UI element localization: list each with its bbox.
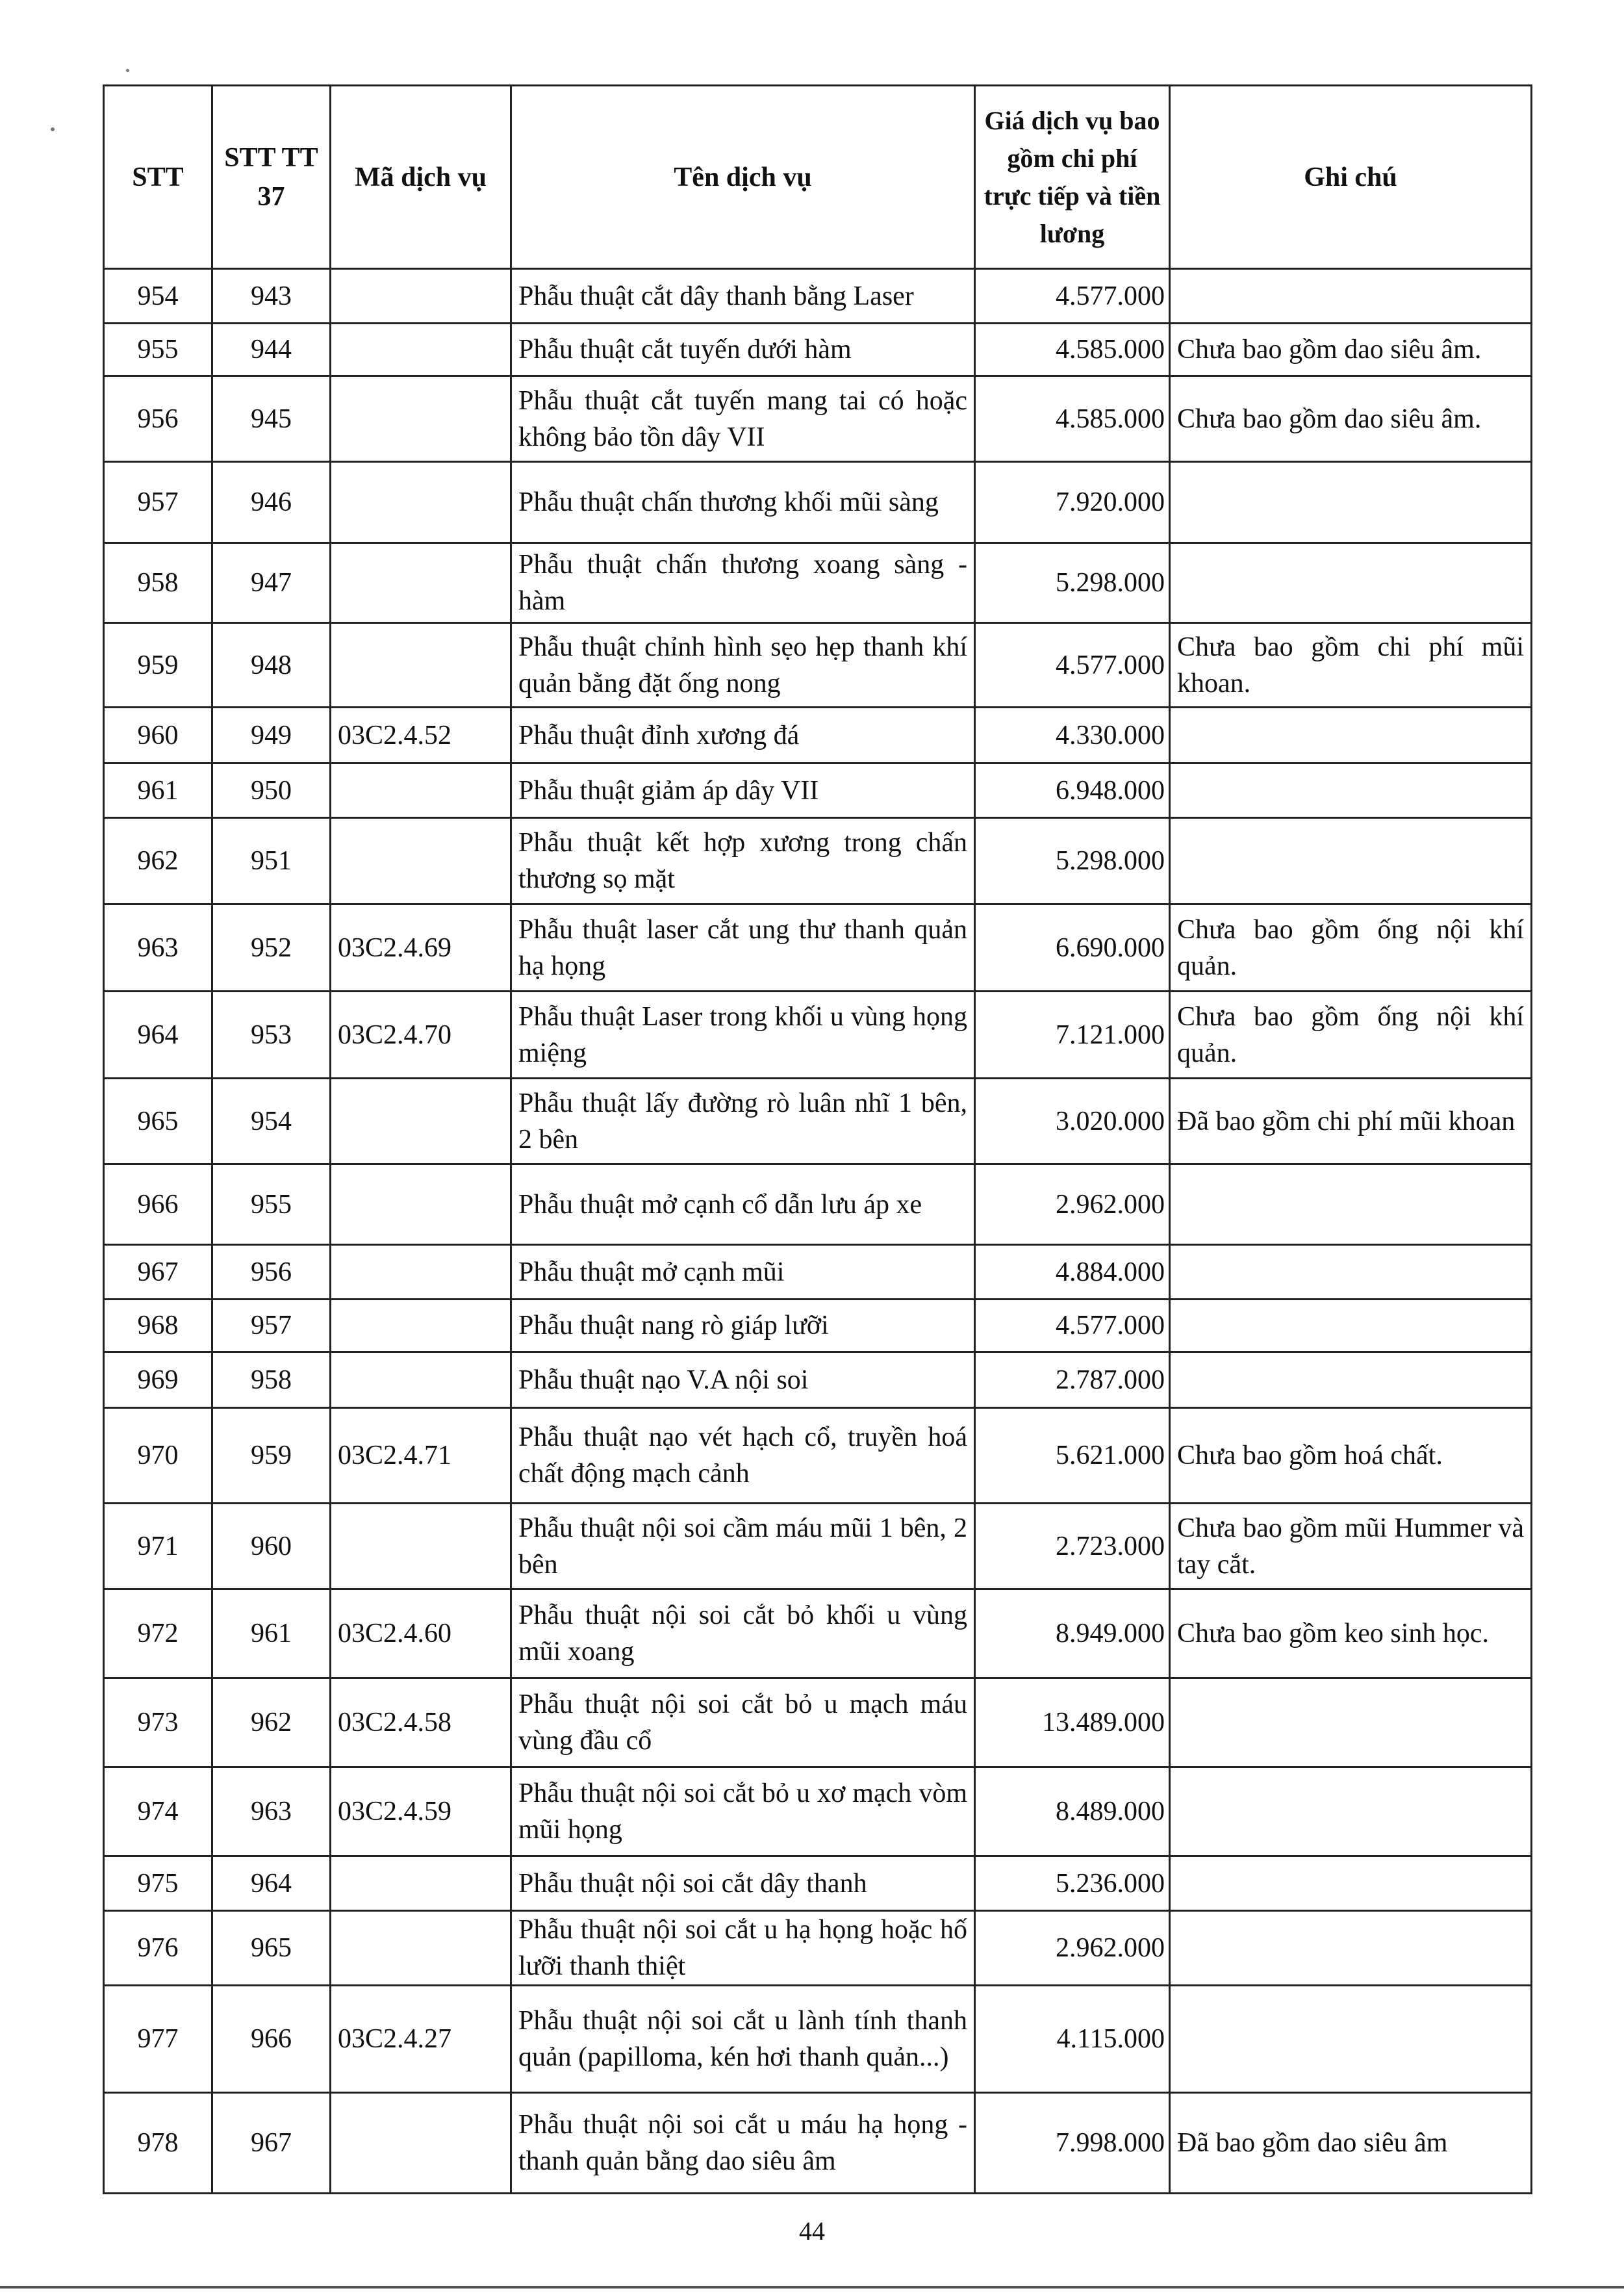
cell-gia: 3.020.000 (975, 1079, 1170, 1164)
header-stt: STT (104, 86, 212, 269)
cell-ma-dich-vu: 03C2.4.58 (331, 1678, 511, 1767)
cell-stt-tt37: 954 (212, 1079, 331, 1164)
table-row (104, 269, 1532, 324)
cell-stt: 966 (104, 1164, 212, 1245)
page-number: 44 (799, 2216, 825, 2246)
cell-stt-tt37: 947 (212, 543, 331, 623)
table-body (104, 269, 1532, 2194)
header-gia-dich-vu: Giá dịch vụ bao gồm chi phí trực tiếp và tiền lương (975, 86, 1170, 269)
table-row (104, 462, 1532, 543)
cell-ghi-chu (1170, 1352, 1532, 1408)
cell-ma-dich-vu: 03C2.4.59 (331, 1767, 511, 1856)
cell-stt: 959 (104, 623, 212, 708)
cell-gia: 8.949.000 (975, 1589, 1170, 1678)
table-row (104, 1504, 1532, 1589)
cell-gia: 5.298.000 (975, 818, 1170, 904)
cell-stt: 960 (104, 708, 212, 763)
cell-stt: 978 (104, 2093, 212, 2194)
cell-gia: 4.577.000 (975, 623, 1170, 708)
header-stt-tt37: STT TT 37 (212, 86, 331, 269)
cell-ma-dich-vu (331, 2093, 511, 2194)
cell-gia: 4.115.000 (975, 1986, 1170, 2093)
cell-ten-dich-vu: Phẫu thuật nội soi cắt dây thanh (511, 1856, 975, 1911)
cell-ghi-chu (1170, 708, 1532, 763)
scan-speck (51, 127, 55, 131)
cell-stt-tt37: 963 (212, 1767, 331, 1856)
table-row (104, 818, 1532, 904)
cell-ghi-chu: Chưa bao gồm chi phí mũi khoan. (1170, 623, 1532, 708)
cell-stt-tt37: 960 (212, 1504, 331, 1589)
cell-stt: 956 (104, 376, 212, 462)
table-row (104, 1767, 1532, 1856)
cell-gia: 5.621.000 (975, 1408, 1170, 1504)
cell-ma-dich-vu (331, 1504, 511, 1589)
cell-stt: 974 (104, 1767, 212, 1856)
cell-ma-dich-vu (331, 376, 511, 462)
cell-ten-dich-vu: Phẫu thuật nội soi cắt bỏ u mạch máu vùng đầu cổ (511, 1678, 975, 1767)
cell-stt-tt37: 966 (212, 1986, 331, 2093)
cell-gia: 13.489.000 (975, 1678, 1170, 1767)
cell-gia: 6.948.000 (975, 763, 1170, 818)
cell-stt-tt37: 952 (212, 904, 331, 992)
cell-ten-dich-vu: Phẫu thuật Laser trong khối u vùng họng miệng (511, 992, 975, 1079)
cell-ghi-chu: Chưa bao gồm hoá chất. (1170, 1408, 1532, 1504)
cell-ghi-chu: Chưa bao gồm ống nội khí quản. (1170, 992, 1532, 1079)
cell-stt-tt37: 948 (212, 623, 331, 708)
cell-stt-tt37: 943 (212, 269, 331, 324)
cell-stt: 964 (104, 992, 212, 1079)
cell-stt-tt37: 967 (212, 2093, 331, 2194)
cell-stt: 976 (104, 1911, 212, 1986)
cell-ten-dich-vu: Phẫu thuật giảm áp dây VII (511, 763, 975, 818)
cell-ma-dich-vu: 03C2.4.27 (331, 1986, 511, 2093)
table-header-row (104, 86, 1532, 269)
cell-ma-dich-vu (331, 1245, 511, 1300)
cell-ma-dich-vu (331, 1164, 511, 1245)
header-ma-dich-vu: Mã dịch vụ (331, 86, 511, 269)
cell-ten-dich-vu: Phẫu thuật chấn thương khối mũi sàng (511, 462, 975, 543)
cell-gia: 8.489.000 (975, 1767, 1170, 1856)
cell-ghi-chu: Đã bao gồm chi phí mũi khoan (1170, 1079, 1532, 1164)
cell-gia: 7.920.000 (975, 462, 1170, 543)
cell-ten-dich-vu: Phẫu thuật kết hợp xương trong chấn thương sọ mặt (511, 818, 975, 904)
bottom-scan-edge (0, 2286, 1624, 2289)
table-row (104, 1408, 1532, 1504)
cell-ten-dich-vu: Phẫu thuật nội soi cắt u hạ họng hoặc hố lưỡi thanh thiệt (511, 1911, 975, 1986)
cell-gia: 2.723.000 (975, 1504, 1170, 1589)
cell-stt: 962 (104, 818, 212, 904)
cell-ten-dich-vu: Phẫu thuật nội soi cắt bỏ u xơ mạch vòm mũi họng (511, 1767, 975, 1856)
cell-ten-dich-vu: Phẫu thuật cắt tuyến mang tai có hoặc không bảo tồn dây VII (511, 376, 975, 462)
cell-stt: 967 (104, 1245, 212, 1300)
cell-gia: 4.585.000 (975, 324, 1170, 376)
cell-ma-dich-vu: 03C2.4.52 (331, 708, 511, 763)
cell-ma-dich-vu (331, 1079, 511, 1164)
cell-ten-dich-vu: Phẫu thuật nội soi cắt u lành tính thanh quản (papilloma, kén hơi thanh quản...) (511, 1986, 975, 2093)
scan-speck (126, 69, 129, 72)
cell-gia: 5.236.000 (975, 1856, 1170, 1911)
cell-ma-dich-vu (331, 818, 511, 904)
cell-stt: 971 (104, 1504, 212, 1589)
cell-ghi-chu (1170, 1245, 1532, 1300)
cell-stt: 961 (104, 763, 212, 818)
cell-stt-tt37: 957 (212, 1300, 331, 1352)
table-row (104, 1856, 1532, 1911)
cell-ten-dich-vu: Phẫu thuật cắt tuyến dưới hàm (511, 324, 975, 376)
cell-stt-tt37: 962 (212, 1678, 331, 1767)
cell-stt: 972 (104, 1589, 212, 1678)
cell-gia: 2.787.000 (975, 1352, 1170, 1408)
table-row (104, 1911, 1532, 1986)
header-ten-dich-vu: Tên dịch vụ (511, 86, 975, 269)
cell-stt: 968 (104, 1300, 212, 1352)
cell-stt-tt37: 961 (212, 1589, 331, 1678)
cell-stt-tt37: 946 (212, 462, 331, 543)
cell-ma-dich-vu (331, 1911, 511, 1986)
cell-ten-dich-vu: Phẫu thuật nội soi cắt bỏ khối u vùng mũi xoang (511, 1589, 975, 1678)
cell-ghi-chu (1170, 462, 1532, 543)
cell-ma-dich-vu: 03C2.4.69 (331, 904, 511, 992)
cell-stt-tt37: 956 (212, 1245, 331, 1300)
cell-ghi-chu: Chưa bao gồm dao siêu âm. (1170, 376, 1532, 462)
cell-ten-dich-vu: Phẫu thuật nang rò giáp lưỡi (511, 1300, 975, 1352)
table-row (104, 1164, 1532, 1245)
cell-stt-tt37: 959 (212, 1408, 331, 1504)
table-row (104, 1352, 1532, 1408)
cell-ma-dich-vu: 03C2.4.71 (331, 1408, 511, 1504)
cell-stt: 969 (104, 1352, 212, 1408)
cell-ma-dich-vu (331, 462, 511, 543)
table-row (104, 1079, 1532, 1164)
table-row (104, 2093, 1532, 2194)
cell-stt: 963 (104, 904, 212, 992)
cell-ma-dich-vu (331, 269, 511, 324)
cell-ten-dich-vu: Phẫu thuật chấn thương xoang sàng - hàm (511, 543, 975, 623)
table-row (104, 543, 1532, 623)
cell-ghi-chu (1170, 1767, 1532, 1856)
table-row (104, 376, 1532, 462)
cell-gia: 4.577.000 (975, 269, 1170, 324)
cell-ghi-chu: Chưa bao gồm keo sinh học. (1170, 1589, 1532, 1678)
cell-ten-dich-vu: Phẫu thuật nạo vét hạch cổ, truyền hoá chất động mạch cảnh (511, 1408, 975, 1504)
table-row (104, 324, 1532, 376)
cell-ghi-chu (1170, 818, 1532, 904)
cell-ghi-chu (1170, 269, 1532, 324)
cell-stt-tt37: 944 (212, 324, 331, 376)
cell-gia: 6.690.000 (975, 904, 1170, 992)
cell-ten-dich-vu: Phẫu thuật lấy đường rò luân nhĩ 1 bên, 2 bên (511, 1079, 975, 1164)
cell-ma-dich-vu (331, 623, 511, 708)
table-row (104, 708, 1532, 763)
cell-ghi-chu (1170, 1678, 1532, 1767)
cell-ghi-chu (1170, 1911, 1532, 1986)
cell-stt-tt37: 949 (212, 708, 331, 763)
cell-gia: 4.884.000 (975, 1245, 1170, 1300)
cell-stt-tt37: 950 (212, 763, 331, 818)
cell-gia: 4.585.000 (975, 376, 1170, 462)
cell-stt: 970 (104, 1408, 212, 1504)
cell-ghi-chu (1170, 1856, 1532, 1911)
cell-gia: 4.577.000 (975, 1300, 1170, 1352)
table-row (104, 1986, 1532, 2093)
cell-stt: 965 (104, 1079, 212, 1164)
cell-ma-dich-vu (331, 1352, 511, 1408)
cell-ghi-chu: Chưa bao gồm mũi Hummer và tay cắt. (1170, 1504, 1532, 1589)
cell-gia: 2.962.000 (975, 1164, 1170, 1245)
cell-ten-dich-vu: Phẫu thuật cắt dây thanh bằng Laser (511, 269, 975, 324)
cell-ghi-chu: Chưa bao gồm dao siêu âm. (1170, 324, 1532, 376)
cell-stt-tt37: 955 (212, 1164, 331, 1245)
cell-ghi-chu (1170, 543, 1532, 623)
cell-ghi-chu: Chưa bao gồm ống nội khí quản. (1170, 904, 1532, 992)
table-row (104, 623, 1532, 708)
cell-ma-dich-vu: 03C2.4.70 (331, 992, 511, 1079)
cell-stt-tt37: 951 (212, 818, 331, 904)
cell-ghi-chu (1170, 1300, 1532, 1352)
cell-stt: 957 (104, 462, 212, 543)
cell-ghi-chu (1170, 1986, 1532, 2093)
service-price-table (103, 84, 1532, 2194)
cell-ten-dich-vu: Phẫu thuật nạo V.A nội soi (511, 1352, 975, 1408)
cell-ma-dich-vu (331, 543, 511, 623)
cell-gia: 5.298.000 (975, 543, 1170, 623)
cell-stt: 977 (104, 1986, 212, 2093)
cell-stt: 955 (104, 324, 212, 376)
cell-ma-dich-vu (331, 763, 511, 818)
cell-stt-tt37: 953 (212, 992, 331, 1079)
cell-gia: 7.121.000 (975, 992, 1170, 1079)
cell-gia: 2.962.000 (975, 1911, 1170, 1986)
cell-stt: 958 (104, 543, 212, 623)
cell-stt-tt37: 958 (212, 1352, 331, 1408)
cell-gia: 7.998.000 (975, 2093, 1170, 2194)
table-row (104, 1245, 1532, 1300)
cell-ten-dich-vu: Phẫu thuật nội soi cắt u máu hạ họng - thanh quản bằng dao siêu âm (511, 2093, 975, 2194)
cell-ghi-chu (1170, 763, 1532, 818)
header-ghi-chu: Ghi chú (1170, 86, 1532, 269)
cell-ten-dich-vu: Phẫu thuật nội soi cầm máu mũi 1 bên, 2 bên (511, 1504, 975, 1589)
cell-ten-dich-vu: Phẫu thuật chỉnh hình sẹo hẹp thanh khí quản bằng đặt ống nong (511, 623, 975, 708)
table-row (104, 992, 1532, 1079)
cell-stt-tt37: 964 (212, 1856, 331, 1911)
cell-ten-dich-vu: Phẫu thuật laser cắt ung thư thanh quản hạ họng (511, 904, 975, 992)
cell-gia: 4.330.000 (975, 708, 1170, 763)
cell-ghi-chu (1170, 1164, 1532, 1245)
table-row (104, 1678, 1532, 1767)
cell-ghi-chu: Đã bao gồm dao siêu âm (1170, 2093, 1532, 2194)
cell-stt-tt37: 965 (212, 1911, 331, 1986)
table-row (104, 763, 1532, 818)
cell-ma-dich-vu (331, 324, 511, 376)
cell-ma-dich-vu: 03C2.4.60 (331, 1589, 511, 1678)
cell-stt: 975 (104, 1856, 212, 1911)
table-row (104, 1300, 1532, 1352)
cell-ma-dich-vu (331, 1300, 511, 1352)
cell-ma-dich-vu (331, 1856, 511, 1911)
cell-ten-dich-vu: Phẫu thuật mở cạnh mũi (511, 1245, 975, 1300)
cell-stt-tt37: 945 (212, 376, 331, 462)
cell-stt: 954 (104, 269, 212, 324)
table-row (104, 904, 1532, 992)
cell-ten-dich-vu: Phẫu thuật đỉnh xương đá (511, 708, 975, 763)
cell-stt: 973 (104, 1678, 212, 1767)
table-row (104, 1589, 1532, 1678)
cell-ten-dich-vu: Phẫu thuật mở cạnh cổ dẫn lưu áp xe (511, 1164, 975, 1245)
